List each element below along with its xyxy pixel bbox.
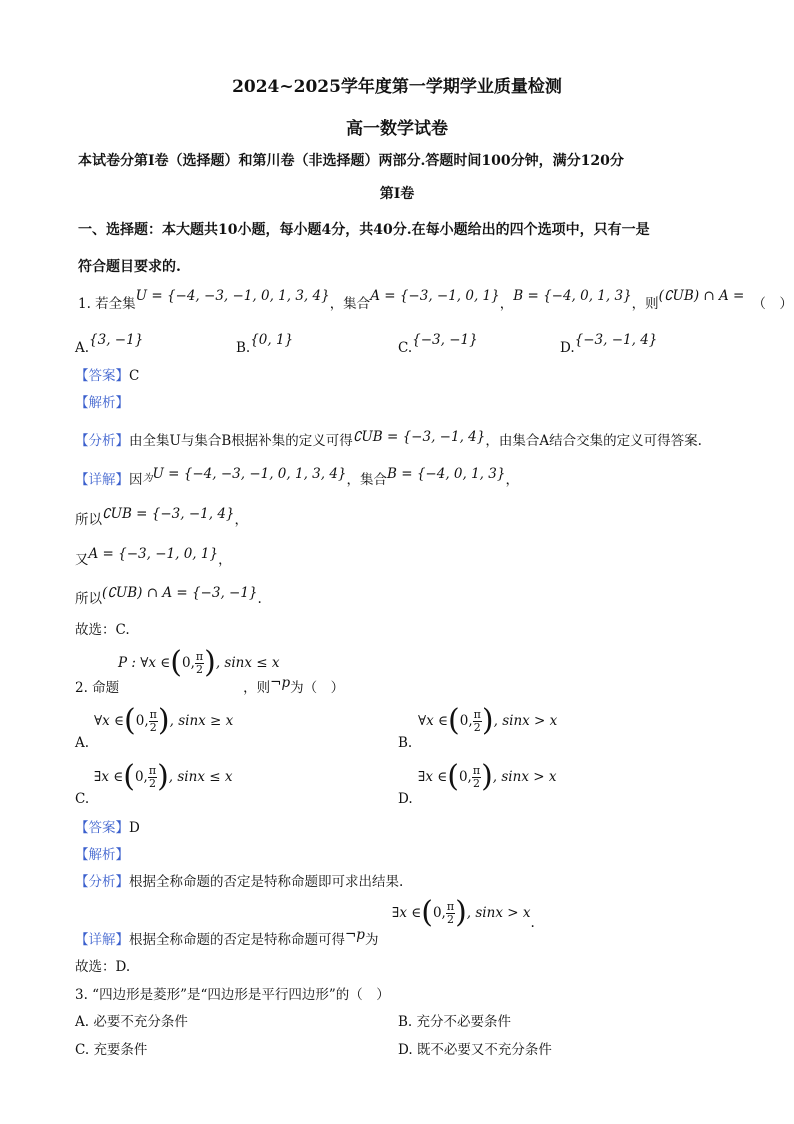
- q1-analysis-tag: 【解析】: [75, 395, 129, 411]
- exam-intro: 本试卷分第I卷（选择题）和第川卷（非选择题）两部分.答题时间100分钟，满分120分: [78, 153, 624, 169]
- q1-choose: 故选：C.: [75, 622, 130, 638]
- q2-stem: 2. 命题 ，则¬p为（ ）: [75, 675, 345, 696]
- q2-option-d-label: D.: [398, 791, 413, 807]
- q1-option-c: C.{−3, −1}: [398, 332, 478, 356]
- q1-so2: 所以(∁UB) ∩ A = {−3, −1}.: [75, 585, 262, 607]
- q2-detail-math: ∃x ∈(0, $\frac{\pi}{2}$ ), sinx > x.: [392, 895, 535, 931]
- q1-also: 又A = {−3, −1, 0, 1}，: [75, 546, 232, 568]
- q3-option-c: C. 充要条件: [75, 1042, 148, 1058]
- q1-so1: 所以∁UB = {−3, −1, 4}，: [75, 506, 249, 528]
- q1-expression: (∁UB) ∩ A =: [658, 288, 745, 304]
- q2-answer: 【答案】D: [75, 820, 140, 836]
- q1-option-d: D.{−3, −1, 4}: [560, 332, 658, 356]
- q1-answer: 【答案】C: [75, 368, 140, 384]
- q2-choose: 故选：D.: [75, 959, 131, 975]
- q1-set-b: B = {−4, 0, 1, 3}: [513, 288, 632, 304]
- q1-blank: （ ）: [752, 296, 793, 312]
- q3-option-b: B. 充分不必要条件: [398, 1014, 512, 1030]
- page-title: 2024~2025学年度第一学期学业质量检测: [232, 77, 562, 97]
- q1-stem: [78, 288, 793, 312]
- q2-detail: 【详解】根据全称命题的否定是特称命题可得¬p为: [75, 927, 379, 948]
- q1-fenxi: 【分析】由全集U与集合B根据补集的定义可得∁UB = {−3, −1, 4}，由集合A结合交集的定义可得答案.: [75, 429, 702, 449]
- q2-option-b-label: B.: [398, 735, 413, 751]
- q1-stem-pre: 1. 若全集: [78, 296, 136, 312]
- q2-analysis-tag: 【解析】: [75, 847, 129, 863]
- section-heading-line2: 符合题目要求的.: [78, 259, 181, 275]
- page-subtitle: 高一数学试卷: [346, 119, 448, 139]
- q2-proposition: P : ∀x ∈(0, $\frac{\pi}{2}$ ), sinx ≤ x: [118, 645, 280, 680]
- q2-option-a-math: ∀x ∈(0, $\frac{\pi}{2}$ ), sinx ≥ x: [94, 703, 234, 738]
- q1-option-b: B.{0, 1}: [236, 332, 294, 356]
- q3-option-a: A. 必要不充分条件: [75, 1014, 188, 1030]
- q1-stem-mid2: ，则: [631, 296, 659, 312]
- q3-stem: 3. “四边形是菱形”是“四边形是平行四边形”的（ ）: [75, 987, 390, 1003]
- section-heading-line1: 一、选择题：本大题共10小题，每小题4分，共40分.在每小题给出的四个选项中，只有一是: [78, 222, 650, 238]
- q2-option-c-label: C.: [75, 791, 90, 807]
- q1-detail: 【详解】因$^为$U = {−4, −3, −1, 0, 1, 3, 4}，集合B = {−4, 0, 1, 3}，: [75, 466, 519, 488]
- q1-stem-mid1: ，集合: [329, 296, 371, 312]
- part-heading: 第I卷: [379, 186, 415, 202]
- q2-option-d-math: ∃x ∈(0, $\frac{\pi}{2}$ ), sinx > x: [418, 759, 557, 794]
- q2-option-b-math: ∀x ∈(0, $\frac{\pi}{2}$ ), sinx > x: [418, 703, 558, 738]
- q2-option-a-label: A.: [75, 735, 90, 751]
- q2-option-c-math: ∃x ∈(0, $\frac{\pi}{2}$ ), sinx ≤ x: [94, 759, 233, 794]
- q1-set-a: A = {−3, −1, 0, 1}: [370, 288, 500, 304]
- q1-comma: ，: [499, 296, 514, 312]
- q3-option-d: D. 既不必要又不充分条件: [398, 1042, 552, 1058]
- q2-fenxi: 【分析】根据全称命题的否定是特称命题即可求出结果.: [75, 874, 404, 890]
- q1-option-a: A.{3, −1}: [75, 332, 144, 356]
- q1-set-u: U = {−4, −3, −1, 0, 1, 3, 4}: [135, 288, 330, 304]
- answer-tag: 【答案】: [75, 368, 129, 384]
